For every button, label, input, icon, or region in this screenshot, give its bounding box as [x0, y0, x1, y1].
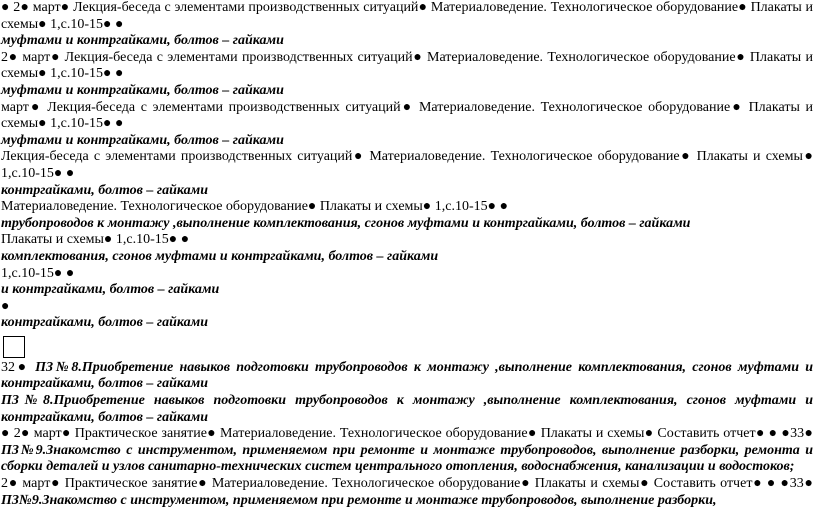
practical-work-8-title-repeat: ПЗ№8.Приобретение навыков подготовки трубопроводов к монтажу ,выполнение комплектования, сгонов муфтами и контргайками, болтов – гайками: [1, 393, 813, 425]
text-line-9: Материаловедение. Технологическое оборудование● Плакаты и схемы● 1,с.10-15● ●: [1, 199, 509, 215]
section-number: 32●: [1, 359, 36, 375]
text-line-7: Лекция-беседа с элементами производственных ситуаций● Материаловедение. Технологическое оборудование● Плакаты и схемы● 1,с.10-15● ●: [1, 149, 813, 181]
text-line-12: комплектования, сгонов муфтами и контргайками, болтов – гайками: [1, 248, 439, 264]
practical-work-9-title-repeat: ПЗ№9.Знакомство с инструментом, применяемом при ремонте и монтаже трубопроводов, выполнение разборки,: [1, 492, 717, 508]
row-2-meta: 2● март● Практическое занятие● Материаловедение. Технологическое оборудование● Плакаты и схемы● Составить отчет● ● ●33●: [1, 476, 813, 492]
text-line-15: ●: [1, 298, 10, 314]
practical-work-row-1: [1, 426, 813, 476]
text-line-3: 2● март● Лекция-беседа с элементами производственных ситуаций● Материаловедение. Технологическое оборудование● Плакаты и схемы● 1,с.10-15● ●: [1, 49, 813, 82]
text-line-2: муфтами и контргайками, болтов – гайками: [1, 33, 284, 49]
text-line-1: ● 2● март● Лекция-беседа с элементами производственных ситуаций● Материаловедение. Технологическое оборудование● Плакаты и схемы● 1,с.10-15● ●: [1, 0, 813, 32]
text-line-13: 1,с.10-15● ●: [1, 265, 75, 281]
row-1-meta: ● 2● март● Практическое занятие● Материаловедение. Технологическое оборудование● Плакаты и схемы● Составить отчет● ● ●33●: [1, 426, 813, 442]
text-line-4: муфтами и контргайками, болтов – гайками: [1, 82, 284, 98]
text-line-14: и контргайками, болтов – гайками: [1, 282, 220, 298]
text-line-11: Плакаты и схемы● 1,с.10-15● ●: [1, 232, 190, 248]
text-line-5: март● Лекция-беседа с элементами производственных ситуаций● Материаловедение. Технологическое оборудование● Плакаты и схемы● 1,с.10-15● ●: [1, 99, 813, 132]
text-line-6: муфтами и контргайками, болтов – гайками: [1, 132, 284, 148]
text-line-10: трубопроводов к монтажу ,выполнение комплектования, сгонов муфтами и контргайками, болтов – гайками: [1, 215, 691, 231]
text-line-8: контргайками, болтов – гайками: [1, 182, 208, 198]
document-page: [1, 0, 813, 509]
text-line-16: контргайками, болтов – гайками: [1, 315, 208, 331]
empty-table-cell: [3, 336, 25, 358]
section-title-line: [1, 360, 813, 393]
practical-work-9-title: ПЗ№9.Знакомство с инструментом, применяемом при ремонте и монтаже трубопроводов, выполнение разборки, ремонта и сборки деталей и узлов санитарно-технических систем центрального отопления, водоснабжения, канализации и водостоков;: [1, 442, 813, 475]
practical-work-8-title: ПЗ№8.Приобретение навыков подготовки трубопроводов к монтажу ,выполнение комплектования, сгонов муфтами и контргайками, болтов – гайками: [1, 359, 813, 392]
